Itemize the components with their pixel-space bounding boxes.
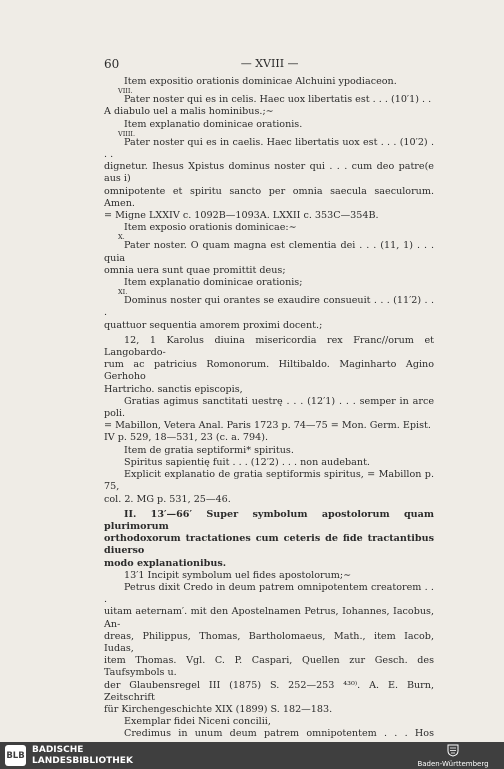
text-line: der Glaubensregel III (1875) S. 252—253 ⁴³⁰⁾. A. E. Burn, Zeitschrift [104, 679, 434, 703]
text-line: Explicit explanatio de gratia septiformis spiritus, = Mabillon p. 75, [104, 469, 434, 493]
text-line: Item exposio orationis dominicae:∼ [124, 222, 297, 234]
text-line: col. 2. MG p. 531, 25—46. [104, 493, 231, 505]
text-line: uitam aeternam′. mit den Apostelnamen Petrus, Iohannes, Iacobus, An- [104, 606, 434, 630]
text-line: = Migne LXXIV c. 1092B—1093A. LXXII c. 353C—354B. [104, 210, 379, 222]
text-line: omnia uera sunt quae promittit deus; [104, 264, 286, 276]
library-name-line1: BADISCHE [32, 745, 84, 755]
text-line: Exemplar fidei Niceni concilii, [124, 716, 271, 728]
library-name [32, 745, 133, 767]
section-number: X. [118, 233, 125, 242]
text-line: item Thomas. Vgl. C. P. Caspari, Quellen zur Gesch. des Taufsymbols u. [104, 655, 434, 679]
section-number: XI. [118, 288, 128, 297]
page-number: 60 [104, 57, 120, 71]
text-line: Item expositio orationis dominicae Alchuini ypodiaceon. [124, 76, 397, 87]
text-line: Pater noster qui es in caelis. Haec libertatis uox est . . . (10′2) . . . [104, 136, 434, 161]
state-logo[interactable] [408, 744, 498, 769]
coat-of-arms-icon [447, 744, 459, 757]
text-line: Spiritus sapientię fuit . . . (12′2) . . . non audebant. [124, 456, 370, 468]
text-line: A diabulo uel a malis hominibus.;∼ [104, 106, 274, 118]
text-line: orthodoxorum tractationes cum ceteris de fide tractantibus diuerso [104, 533, 434, 557]
text-line: dignetur. Ihesus Xpistus dominus noster qui . . . cum deo patre(e aus i) [104, 161, 434, 185]
text-line: modo explanationibus. [104, 557, 227, 569]
text-line: rum ac patricius Romonorum. Hiltibaldo. Maginharto Agino Gerhoho [104, 359, 434, 383]
text-line: Gratias agimus sanctitati uestrę . . . (12′1) . . . semper in arce poli. [104, 395, 434, 420]
text-line: 13′1 Incipit symbolum uel fides apostolorum;∼ [124, 569, 352, 581]
text-line: Item explanatio dominicae orationis. [124, 118, 303, 130]
running-head: — XVIII — [240, 57, 299, 70]
state-name: Baden-Württemberg [417, 760, 489, 768]
section-number: VIIII. [118, 129, 136, 138]
text-line: Pater noster qui es in celis. Haec uox libertatis est . . . (10′1) . . [124, 94, 432, 106]
text-line: dreas, Philippus, Thomas, Bartholomaeus, Math., item Iacob, Iudas, [104, 630, 434, 654]
text-line: Dominus noster qui orantes se exaudire consueuit . . . (11′2) . . . [104, 295, 434, 319]
text-line: für Kirchengeschichte XIX (1899) S. 182—183. [104, 703, 333, 715]
section-number: VIII. [118, 87, 133, 96]
text-line: Item de gratia septiformi* spiritus. [124, 444, 294, 456]
text-line: 12, 1 Karolus diuina misericordia rex Franc//orum et Langobardo- [104, 334, 434, 359]
blb-logo[interactable]: BLB [5, 745, 26, 766]
body-text [104, 76, 434, 753]
text-line: Credimus in unum deum patrem omnipotentem . . . Hos [124, 728, 434, 740]
text-line: II. 13′—66′ Super symbolum apostolorum quam plurimorum [104, 508, 434, 532]
footer-bar [0, 742, 504, 769]
text-line: Item explanatio dominicae orationis; [124, 277, 303, 289]
page-header [104, 57, 434, 71]
text-line: IV p. 529, 18—531, 23 (c. a. 794). [104, 432, 269, 444]
text-line: quattuor sequentia amorem proximi docent.; [104, 319, 323, 331]
text-line: = Mabillon, Vetera Anal. Paris 1723 p. 74—75 = Mon. Germ. Epist. [104, 420, 431, 432]
text-line: Hartricho. sanctis episcopis, [104, 383, 243, 395]
text-line: Pater noster. O quam magna est clementia dei . . . (11, 1) . . . quia [104, 240, 434, 264]
text-line: omnipotente et spiritu sancto per omnia saecula saeculorum. Amen. [104, 185, 434, 209]
library-name-line2: LANDESBIBLIOTHEK [32, 756, 133, 766]
text-line: Petrus dixit Credo in deum patrem omnipotentem creatorem . . . [104, 581, 434, 606]
